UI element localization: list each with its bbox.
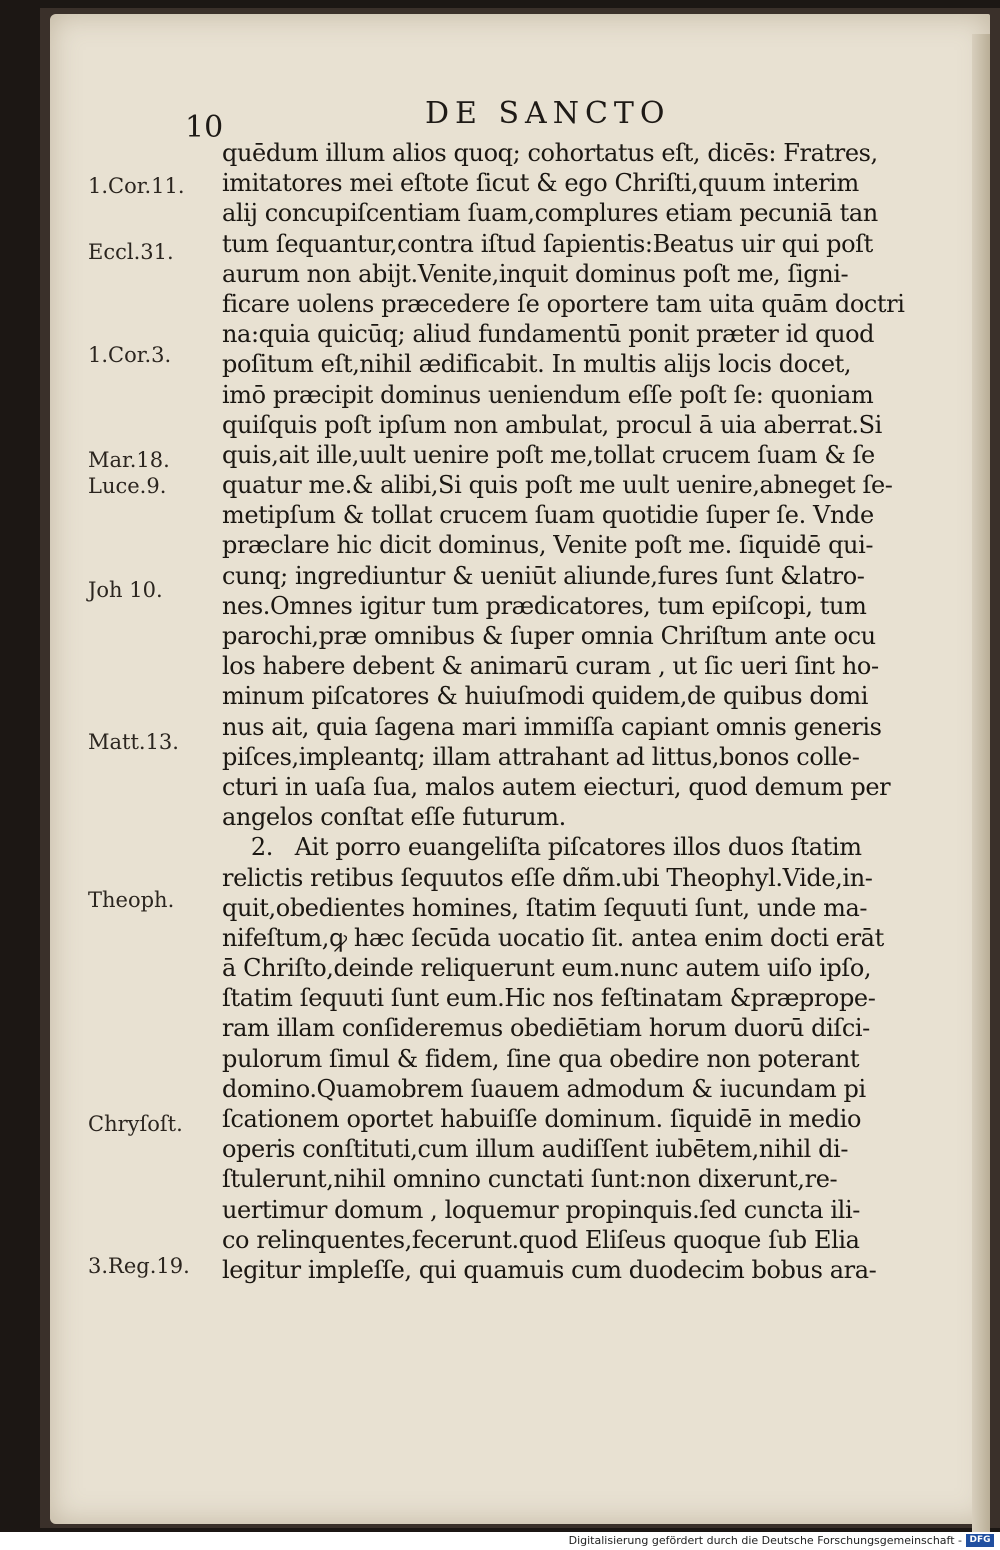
text-line: piſces,impleantq; illam attrahant ad littus,bonos colle-: [222, 742, 860, 771]
text-line: nus ait, quia ſagena mari immiſſa capiant omnis generis: [222, 712, 882, 741]
footer-credit-bar: [0, 1532, 1000, 1550]
text-line: angelos conſtat eſſe futurum.: [222, 803, 566, 832]
margin-note: 3.Reg.19.: [88, 1254, 190, 1278]
margin-note: 1.Cor.11.: [88, 174, 185, 198]
body-text: [222, 138, 922, 1285]
dfg-logo-icon: DFG: [966, 1534, 994, 1547]
text-line: domino.Quamobrem ſuauem admodum & iucundam pi: [222, 1074, 866, 1103]
running-head: DE SANCTO: [425, 96, 671, 131]
text-line: aurum non abijt.Venite,inquit dominus poſt me, ſigni-: [222, 259, 849, 288]
text-line: quiſquis poſt ipſum non ambulat, procul ā uia aberrat.Si: [222, 410, 882, 439]
margin-note: Theoph.: [88, 888, 175, 912]
text-line: imō præcipit dominus ueniendum eſſe poſt ſe: quoniam: [222, 380, 874, 409]
text-line: legitur impleſſe, qui quamuis cum duodecim bobus ara-: [222, 1255, 877, 1284]
text-line: 2. Ait porro euangeliſta piſcatores illos duos ſtatim: [222, 833, 862, 862]
text-line: parochi,præ omnibus & ſuper omnia Chriſtum ante ocu: [222, 622, 876, 650]
page-edge: [972, 34, 990, 1534]
text-line: relictis retibus ſequutos eſſe dñm.ubi Theophyl.Vide,in-: [222, 863, 873, 892]
text-line: pulorum ſimul & fidem, ſine qua obedire non poterant: [222, 1044, 860, 1073]
text-line: na:quia quicūq; aliud fundamentū ponit præter id quod: [222, 320, 875, 349]
margin-note: Eccl.31.: [88, 240, 174, 264]
text-line: quit,obedientes homines, ſtatim ſequuti ſunt, unde ma-: [222, 893, 868, 922]
text-line: los habere debent & animarū curam , ut ſic ueri ſint ho-: [222, 652, 879, 681]
text-line: minum piſcatores & huiuſmodi quidem,de quibus domi: [222, 682, 869, 711]
text-line: quatur me.& alibi,Si quis poſt me uult uenire,abneget ſe-: [222, 471, 893, 500]
text-line: metipſum & tollat crucem ſuam quotidie ſuper ſe. Vnde: [222, 501, 874, 530]
text-line: nes.Omnes igitur tum prædicatores, tum epiſcopi, tum: [222, 591, 867, 620]
text-line: uertimur domum , loquemur propinquis.ſed cuncta ili-: [222, 1195, 860, 1224]
text-line: ſtulerunt,nihil omnino cunctati ſunt:non dixerunt,re-: [222, 1165, 838, 1194]
margin-note: Chryſoſt.: [88, 1112, 183, 1136]
page-number: 10: [185, 110, 224, 145]
text-line: tum ſequantur,contra iſtud ſapientis:Beatus uir qui poſt: [222, 229, 873, 258]
text-line: imitatores mei eſtote ſicut & ego Chriſti,quum interim: [222, 169, 859, 198]
margin-note: Matt.13.: [88, 730, 179, 754]
text-line: alij concupiſcentiam ſuam,complures etiam pecuniā tan: [222, 199, 878, 228]
text-line: quēdum illum alios quoq; cohortatus eſt, dicēs: Fratres,: [222, 139, 878, 167]
text-line: poſitum eſt,nihil ædificabit. In multis alijs locis docet,: [222, 350, 852, 379]
text-line: nifeſtum,ꝙ hæc ſecūda uocatio ſit. antea enim docti erāt: [222, 923, 884, 952]
margin-note: Luce.9.: [88, 474, 167, 498]
text-line: quis,ait ille,uult uenire poſt me,tollat crucem ſuam & ſe: [222, 440, 875, 469]
text-line: operis conſtituti,cum illum audiſſent iubētem,nihil di-: [222, 1135, 849, 1164]
margin-note: 1.Cor.3.: [88, 343, 172, 367]
text-line: co relinquentes,fecerunt.quod Eliſeus quoque ſub Elia: [222, 1225, 860, 1254]
text-line: ā Chriſto,deinde reliquerunt eum.nunc autem uiſo ipſo,: [222, 954, 872, 983]
text-line: præclare hic dicit dominus, Venite poſt me. ſiquidē qui-: [222, 531, 874, 560]
text-line: ficare uolens præcedere ſe oportere tam uita quām doctri: [222, 289, 905, 318]
text-line: ſtatim ſequuti ſunt eum.Hic nos feſtinatam &præprope-: [222, 984, 876, 1013]
text-line: ram illam conſideremus obediētiam horum duorū diſci-: [222, 1014, 870, 1043]
margin-note: Mar.18.: [88, 448, 170, 472]
funding-credit: Digitalisierung gefördert durch die Deutsche Forschungsgemeinschaft -: [568, 1534, 962, 1547]
text-line: ſcationem oportet habuiſſe dominum. ſiquidē in medio: [222, 1105, 862, 1133]
text-line: cunq; ingrediuntur & ueniūt aliunde,fures ſunt &latro-: [222, 561, 865, 590]
text-line: cturi in uaſa ſua, malos autem eiecturi, quod demum per: [222, 772, 891, 801]
margin-note: Joh 10.: [88, 578, 163, 602]
